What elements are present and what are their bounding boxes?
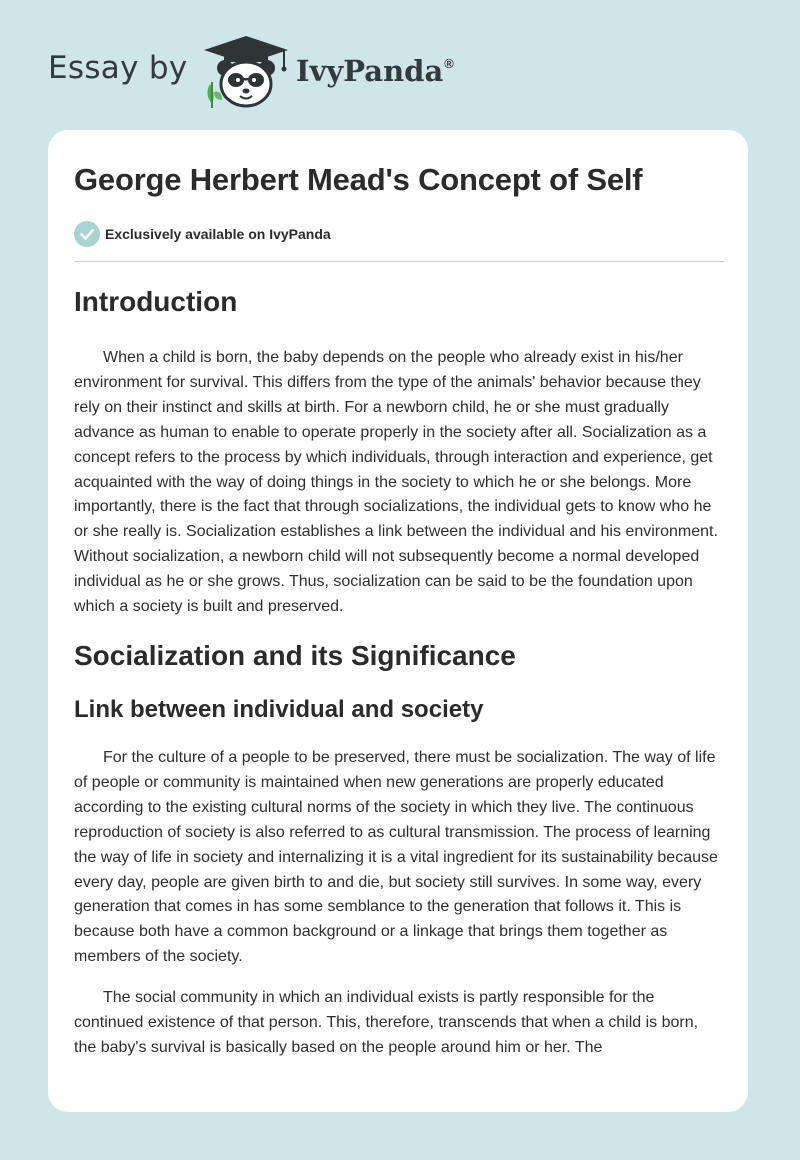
check-icon	[74, 221, 100, 247]
introduction-heading: Introduction	[74, 286, 238, 317]
essay-by-label: Essay by	[48, 50, 188, 86]
exclusive-badge	[74, 220, 331, 248]
socialization-heading: Socialization and its Significance	[74, 639, 516, 671]
registered-mark: ®	[444, 56, 454, 71]
site-header	[0, 0, 800, 128]
title-divider	[74, 261, 724, 262]
essay-card	[48, 130, 748, 1112]
panda-logo-icon[interactable]	[200, 34, 292, 110]
introduction-paragraph: When a child is born, the baby depends on the people who already exist in his/her environment for survival. This differs from the type of the animals' behavior because they rely on their instinct and skills at birth. For a newborn child, he or she must gradually advance as human to enable to operate properly in the society after all. Socialization as a concept refers to the process by which individuals, through interaction and experience, get acquainted with the way of doing things in the society to which he or she belongs. More importantly, there is the fact that through socializations, the individual gets to know who he or she really is. Socialization establishes a link between the individual and his environment. Without socialization, a newborn child will not subsequently become a normal developed individual as he or she grows. Thus, socialization can be said to be the foundation upon which a society is built and preserved.	[74, 349, 718, 616]
link-paragraph-2: The social community in which an individual exists is partly responsible for the continued existence of that person. This, therefore, transcends that when a child is born, the baby's survival is basically based on the people around him or her. The	[74, 989, 699, 1056]
link-heading: Link between individual and society	[74, 695, 484, 723]
brand-name[interactable]	[296, 54, 454, 88]
link-paragraph-1: For the culture of a people to be preserved, there must be socialization. The way of life of people or community is maintained when new generations are properly educated according to the existing cultural norms of the society in which they live. The continuous reproduction of society is also referred to as cultural transmission. The process of learning the way of life in society and internalizing it is a vital ingredient for its sustainability because every day, people are given birth to and die, but society still survives. In some way, every generation that comes in has some semblance to the generation that follows it. This is because both have a common background or a linkage that brings them together as members of the society.	[74, 748, 718, 966]
exclusive-label: Exclusively available on IvyPanda	[105, 226, 331, 242]
essay-body	[74, 280, 724, 1061]
brand-name-text: IvyPanda	[296, 54, 444, 88]
essay-title: George Herbert Mead's Concept of Self	[74, 162, 643, 197]
